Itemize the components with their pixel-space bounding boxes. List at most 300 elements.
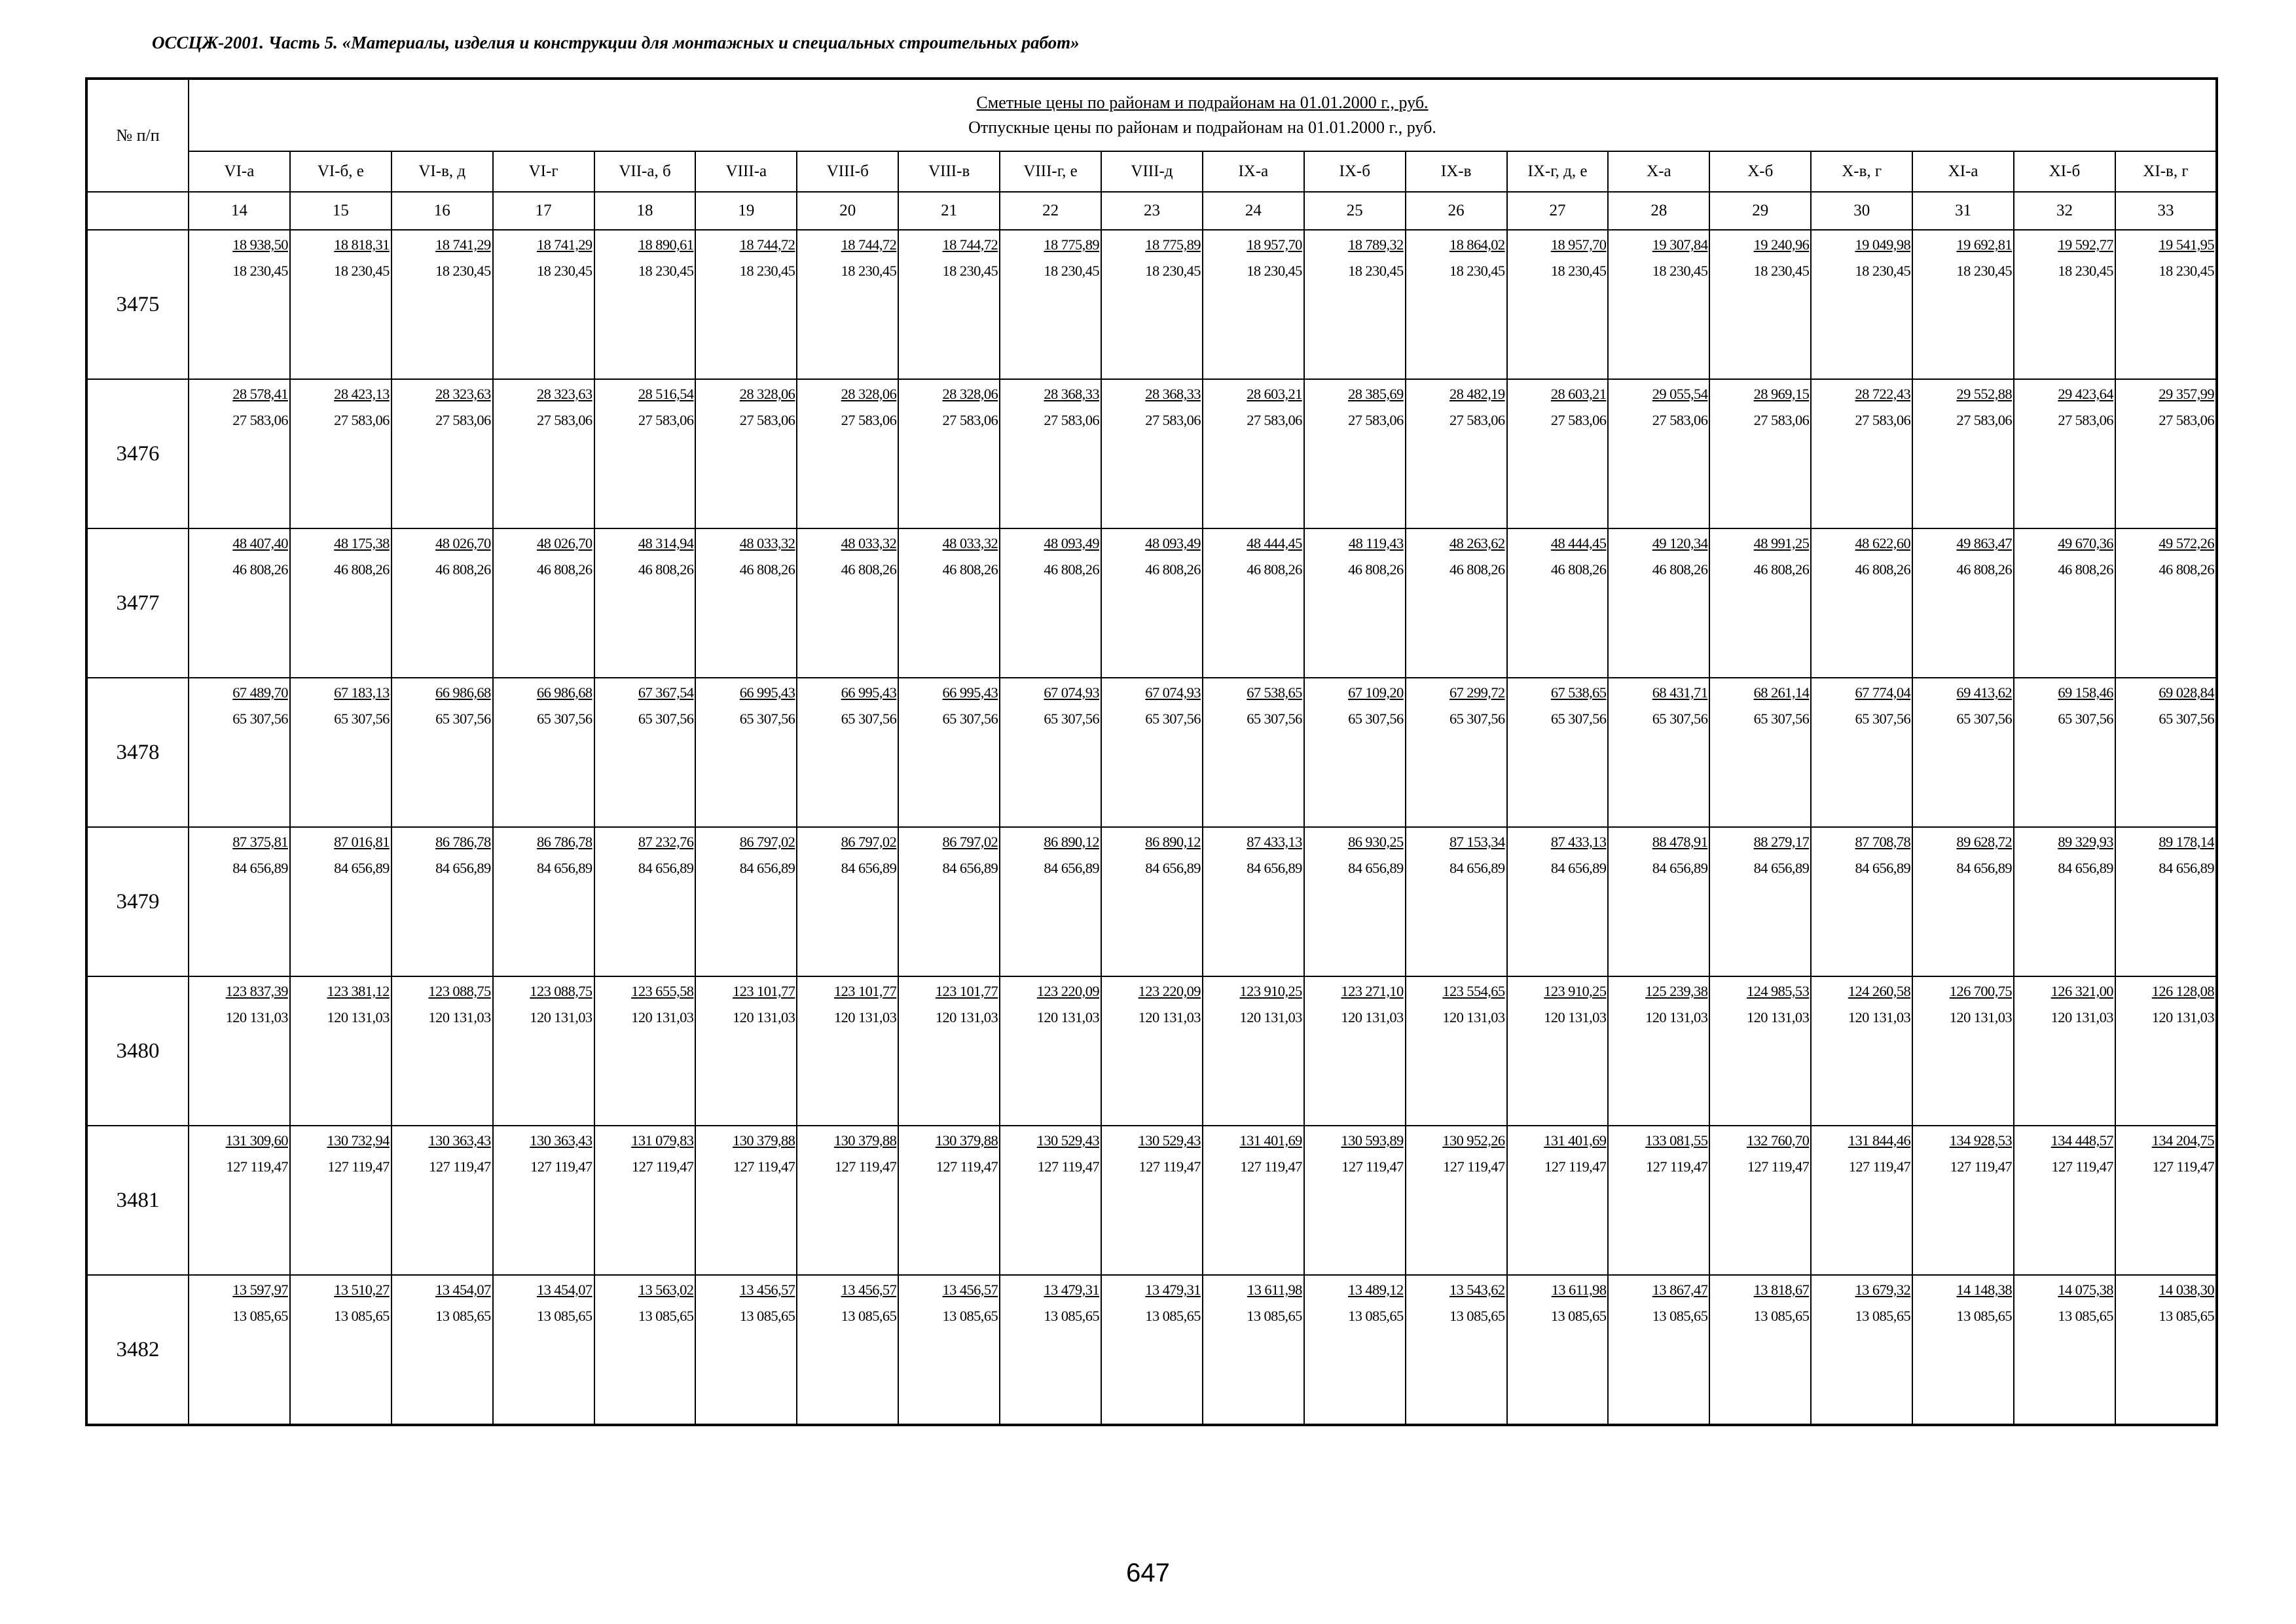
release-price: 18 230,45 bbox=[841, 263, 897, 279]
price-cell bbox=[189, 976, 290, 1126]
price-cell bbox=[1101, 379, 1203, 528]
release-price: 13 085,65 bbox=[232, 1308, 288, 1324]
price-cell bbox=[189, 827, 290, 976]
estimate-price: 18 775,89 bbox=[1044, 236, 1100, 253]
estimate-price: 48 407,40 bbox=[232, 535, 288, 551]
price-cell bbox=[1304, 379, 1406, 528]
estimate-price: 28 603,21 bbox=[1550, 386, 1607, 402]
column-number: 18 bbox=[594, 192, 696, 230]
release-price: 84 656,89 bbox=[1247, 860, 1302, 876]
estimate-price: 28 722,43 bbox=[1855, 386, 1911, 402]
estimate-price: 123 220,09 bbox=[1138, 983, 1201, 999]
price-cell bbox=[1608, 827, 1709, 976]
estimate-price: 124 260,58 bbox=[1848, 983, 1911, 999]
estimate-price: 123 554,65 bbox=[1442, 983, 1505, 999]
estimate-price: 13 479,31 bbox=[1044, 1282, 1100, 1298]
release-price: 13 085,65 bbox=[1855, 1308, 1911, 1324]
price-cell bbox=[392, 1126, 493, 1275]
price-cell bbox=[695, 230, 797, 379]
release-price: 18 230,45 bbox=[334, 263, 390, 279]
estimate-price: 29 055,54 bbox=[1652, 386, 1708, 402]
estimate-price: 123 088,75 bbox=[428, 983, 491, 999]
estimate-price: 131 401,69 bbox=[1239, 1132, 1302, 1149]
price-cell bbox=[1912, 1126, 2014, 1275]
price-cell bbox=[189, 230, 290, 379]
estimate-price: 69 158,46 bbox=[2058, 684, 2113, 701]
estimate-price: 28 516,54 bbox=[638, 386, 694, 402]
row-number: 3480 bbox=[86, 976, 189, 1126]
estimate-price: 134 928,53 bbox=[1949, 1132, 2013, 1149]
estimate-price: 131 401,69 bbox=[1544, 1132, 1607, 1149]
estimate-price: 14 038,30 bbox=[2159, 1282, 2214, 1298]
estimate-price: 67 074,93 bbox=[1145, 684, 1201, 701]
estimate-price: 28 328,06 bbox=[739, 386, 795, 402]
estimate-price: 123 101,77 bbox=[935, 983, 998, 999]
estimate-price: 123 910,25 bbox=[1239, 983, 1302, 999]
release-price: 127 119,47 bbox=[1139, 1158, 1201, 1175]
price-cell bbox=[1406, 976, 1507, 1126]
price-cell bbox=[1709, 827, 1811, 976]
estimate-price: 19 049,98 bbox=[1855, 236, 1911, 253]
release-price: 27 583,06 bbox=[1449, 412, 1505, 428]
release-price: 18 230,45 bbox=[638, 263, 694, 279]
column-number: 19 bbox=[695, 192, 797, 230]
release-price: 27 583,06 bbox=[435, 412, 491, 428]
price-cell bbox=[1304, 528, 1406, 678]
price-cell bbox=[2014, 976, 2115, 1126]
price-cell bbox=[594, 976, 696, 1126]
release-price: 18 230,45 bbox=[1145, 263, 1201, 279]
estimate-price: 29 357,99 bbox=[2159, 386, 2214, 402]
estimate-price: 88 478,91 bbox=[1652, 834, 1708, 850]
price-cell bbox=[797, 379, 898, 528]
release-price: 120 131,03 bbox=[1239, 1009, 1302, 1025]
price-cell bbox=[1811, 528, 1912, 678]
release-price: 46 808,26 bbox=[435, 561, 491, 578]
price-cell bbox=[898, 1275, 1000, 1425]
price-cell bbox=[1912, 1275, 2014, 1425]
release-price: 84 656,89 bbox=[841, 860, 897, 876]
estimate-price: 13 479,31 bbox=[1145, 1282, 1201, 1298]
region-header: XI-а bbox=[1912, 151, 2014, 192]
estimate-price: 13 454,07 bbox=[435, 1282, 491, 1298]
estimate-price: 48 093,49 bbox=[1044, 535, 1100, 551]
estimate-price: 18 864,02 bbox=[1449, 236, 1505, 253]
release-price: 13 085,65 bbox=[1247, 1308, 1302, 1324]
estimate-price: 130 593,89 bbox=[1341, 1132, 1404, 1149]
estimate-price: 48 026,70 bbox=[536, 535, 592, 551]
estimate-price: 48 033,32 bbox=[739, 535, 795, 551]
price-cell bbox=[1912, 827, 2014, 976]
release-price: 13 085,65 bbox=[1449, 1308, 1505, 1324]
release-price: 84 656,89 bbox=[739, 860, 795, 876]
price-cell bbox=[797, 1126, 898, 1275]
release-price: 18 230,45 bbox=[2058, 263, 2113, 279]
price-cell bbox=[1608, 379, 1709, 528]
release-price: 13 085,65 bbox=[1550, 1308, 1607, 1324]
estimate-price: 48 444,45 bbox=[1550, 535, 1607, 551]
estimate-price: 126 700,75 bbox=[1949, 983, 2013, 999]
release-price: 84 656,89 bbox=[232, 860, 288, 876]
release-price: 84 656,89 bbox=[638, 860, 694, 876]
release-price: 27 583,06 bbox=[1753, 412, 1810, 428]
price-cell bbox=[1507, 230, 1609, 379]
price-cell bbox=[1608, 528, 1709, 678]
column-number: 15 bbox=[290, 192, 392, 230]
release-price: 27 583,06 bbox=[841, 412, 897, 428]
release-price: 46 808,26 bbox=[1753, 561, 1810, 578]
estimate-price: 130 952,26 bbox=[1442, 1132, 1505, 1149]
region-header: X-в, г bbox=[1811, 151, 1912, 192]
estimate-price: 126 128,08 bbox=[2151, 983, 2214, 999]
estimate-price: 13 456,57 bbox=[739, 1282, 795, 1298]
release-price: 120 131,03 bbox=[1746, 1009, 1810, 1025]
price-cell bbox=[2014, 678, 2115, 827]
release-price: 127 119,47 bbox=[1037, 1158, 1100, 1175]
estimate-price: 49 572,26 bbox=[2159, 535, 2214, 551]
release-price: 13 085,65 bbox=[942, 1308, 998, 1324]
release-price: 127 119,47 bbox=[1341, 1158, 1404, 1175]
price-cell bbox=[1406, 1275, 1507, 1425]
estimate-price: 130 363,43 bbox=[530, 1132, 592, 1149]
release-price: 18 230,45 bbox=[1044, 263, 1100, 279]
price-cell bbox=[1101, 1126, 1203, 1275]
release-price: 46 808,26 bbox=[1652, 561, 1708, 578]
price-cell bbox=[1709, 379, 1811, 528]
table-row bbox=[86, 1126, 2217, 1275]
price-cell bbox=[898, 678, 1000, 827]
price-cell bbox=[1304, 1275, 1406, 1425]
price-cell bbox=[290, 230, 392, 379]
release-price: 46 808,26 bbox=[1449, 561, 1505, 578]
price-cell bbox=[1507, 1126, 1609, 1275]
estimate-price: 28 368,33 bbox=[1044, 386, 1100, 402]
price-cell bbox=[1608, 1275, 1709, 1425]
release-price: 120 131,03 bbox=[327, 1009, 390, 1025]
price-cell bbox=[1406, 678, 1507, 827]
release-price: 46 808,26 bbox=[1348, 561, 1404, 578]
price-cell bbox=[493, 379, 594, 528]
price-cell bbox=[898, 230, 1000, 379]
estimate-price: 86 786,78 bbox=[435, 834, 491, 850]
table-row bbox=[86, 1275, 2217, 1425]
price-cell bbox=[1912, 678, 2014, 827]
estimate-price: 134 204,75 bbox=[2151, 1132, 2214, 1149]
estimate-price: 68 431,71 bbox=[1652, 684, 1708, 701]
estimate-price: 130 732,94 bbox=[327, 1132, 390, 1149]
release-price: 120 131,03 bbox=[631, 1009, 694, 1025]
release-price: 127 119,47 bbox=[936, 1158, 998, 1175]
price-cell bbox=[1304, 976, 1406, 1126]
release-price: 127 119,47 bbox=[1950, 1158, 2013, 1175]
column-number: 17 bbox=[493, 192, 594, 230]
estimate-price: 131 844,46 bbox=[1848, 1132, 1911, 1149]
release-price: 27 583,06 bbox=[1550, 412, 1607, 428]
column-number: 25 bbox=[1304, 192, 1406, 230]
price-cell bbox=[1507, 379, 1609, 528]
release-price: 46 808,26 bbox=[638, 561, 694, 578]
price-cell bbox=[1101, 827, 1203, 976]
estimate-price: 28 969,15 bbox=[1753, 386, 1810, 402]
column-number: 33 bbox=[2115, 192, 2217, 230]
column-number-row bbox=[86, 192, 2217, 230]
estimate-price: 89 178,14 bbox=[2159, 834, 2214, 850]
price-cell bbox=[2014, 827, 2115, 976]
release-price: 65 307,56 bbox=[1348, 710, 1404, 727]
estimate-price: 19 240,96 bbox=[1753, 236, 1810, 253]
estimate-price: 67 367,54 bbox=[638, 684, 694, 701]
price-cell bbox=[797, 678, 898, 827]
estimate-price: 28 423,13 bbox=[334, 386, 390, 402]
region-header: X-б bbox=[1709, 151, 1811, 192]
region-header: XI-в, г bbox=[2115, 151, 2217, 192]
release-price: 127 119,47 bbox=[1747, 1158, 1810, 1175]
column-number: 20 bbox=[797, 192, 898, 230]
estimate-price: 66 986,68 bbox=[435, 684, 491, 701]
price-cell bbox=[189, 678, 290, 827]
estimate-price: 18 789,32 bbox=[1348, 236, 1404, 253]
release-price: 27 583,06 bbox=[739, 412, 795, 428]
estimate-price: 48 622,60 bbox=[1855, 535, 1911, 551]
price-cell bbox=[189, 1126, 290, 1275]
price-cell bbox=[898, 976, 1000, 1126]
release-price: 46 808,26 bbox=[1247, 561, 1302, 578]
estimate-price: 13 818,67 bbox=[1753, 1282, 1810, 1298]
price-cell bbox=[1000, 678, 1101, 827]
release-price: 27 583,06 bbox=[638, 412, 694, 428]
estimate-price: 18 744,72 bbox=[841, 236, 897, 253]
release-price: 84 656,89 bbox=[1348, 860, 1404, 876]
release-price: 18 230,45 bbox=[435, 263, 491, 279]
estimate-price: 125 239,38 bbox=[1645, 983, 1708, 999]
release-price: 65 307,56 bbox=[638, 710, 694, 727]
estimate-price: 48 033,32 bbox=[942, 535, 998, 551]
estimate-price: 87 433,13 bbox=[1247, 834, 1302, 850]
estimate-price: 13 489,12 bbox=[1348, 1282, 1404, 1298]
release-price: 84 656,89 bbox=[1753, 860, 1810, 876]
release-price: 27 583,06 bbox=[334, 412, 390, 428]
estimate-price: 19 307,84 bbox=[1652, 236, 1708, 253]
price-cell bbox=[290, 976, 392, 1126]
estimate-price: 28 578,41 bbox=[232, 386, 288, 402]
release-price: 13 085,65 bbox=[638, 1308, 694, 1324]
estimate-price: 87 153,34 bbox=[1449, 834, 1505, 850]
estimate-price: 28 328,06 bbox=[942, 386, 998, 402]
price-cell bbox=[1507, 678, 1609, 827]
price-cell bbox=[1507, 827, 1609, 976]
price-cell bbox=[1304, 1126, 1406, 1275]
price-cell bbox=[1000, 976, 1101, 1126]
estimate-price: 67 109,20 bbox=[1348, 684, 1404, 701]
release-price: 65 307,56 bbox=[435, 710, 491, 727]
price-cell bbox=[1101, 1275, 1203, 1425]
estimate-price: 14 148,38 bbox=[1956, 1282, 2013, 1298]
release-price: 18 230,45 bbox=[739, 263, 795, 279]
region-header: VIII-а bbox=[695, 151, 797, 192]
estimate-price: 86 786,78 bbox=[536, 834, 592, 850]
estimate-price: 48 991,25 bbox=[1753, 535, 1810, 551]
region-header: VI-а bbox=[189, 151, 290, 192]
estimate-price: 86 797,02 bbox=[739, 834, 795, 850]
release-price: 27 583,06 bbox=[1652, 412, 1708, 428]
release-price: 18 230,45 bbox=[1348, 263, 1404, 279]
release-price: 46 808,26 bbox=[942, 561, 998, 578]
price-cell bbox=[493, 827, 594, 976]
price-cell bbox=[2115, 379, 2217, 528]
estimate-price: 66 995,43 bbox=[841, 684, 897, 701]
region-header-row bbox=[86, 151, 2217, 192]
estimate-price: 18 744,72 bbox=[942, 236, 998, 253]
release-price: 120 131,03 bbox=[1138, 1009, 1201, 1025]
estimate-price: 67 489,70 bbox=[232, 684, 288, 701]
price-cell bbox=[290, 528, 392, 678]
price-cell bbox=[1406, 528, 1507, 678]
estimate-price: 13 456,57 bbox=[942, 1282, 998, 1298]
estimate-price: 87 708,78 bbox=[1855, 834, 1911, 850]
price-cell bbox=[1000, 827, 1101, 976]
release-price: 13 085,65 bbox=[1753, 1308, 1810, 1324]
release-price: 84 656,89 bbox=[536, 860, 592, 876]
table-row bbox=[86, 379, 2217, 528]
release-price: 84 656,89 bbox=[1652, 860, 1708, 876]
price-cell bbox=[594, 1126, 696, 1275]
estimate-price: 67 299,72 bbox=[1449, 684, 1505, 701]
release-price: 27 583,06 bbox=[2058, 412, 2113, 428]
price-cell bbox=[797, 528, 898, 678]
price-cell bbox=[1507, 528, 1609, 678]
release-price: 65 307,56 bbox=[1652, 710, 1708, 727]
estimate-price: 28 603,21 bbox=[1247, 386, 1302, 402]
column-number: 23 bbox=[1101, 192, 1203, 230]
release-price: 120 131,03 bbox=[1949, 1009, 2013, 1025]
price-cell bbox=[1912, 379, 2014, 528]
price-cell bbox=[189, 1275, 290, 1425]
price-cell bbox=[1811, 976, 1912, 1126]
price-cell bbox=[1203, 1275, 1304, 1425]
table-row bbox=[86, 678, 2217, 827]
price-cell bbox=[1304, 230, 1406, 379]
release-price: 84 656,89 bbox=[2058, 860, 2113, 876]
release-price: 18 230,45 bbox=[1449, 263, 1505, 279]
release-price: 46 808,26 bbox=[841, 561, 897, 578]
price-cell bbox=[1000, 1126, 1101, 1275]
price-cell bbox=[695, 1275, 797, 1425]
estimate-price: 67 774,04 bbox=[1855, 684, 1911, 701]
price-cell bbox=[2115, 1275, 2217, 1425]
release-price: 27 583,06 bbox=[536, 412, 592, 428]
price-cell bbox=[1304, 678, 1406, 827]
estimate-price: 13 611,98 bbox=[1551, 1282, 1607, 1298]
price-cell bbox=[1709, 976, 1811, 1126]
estimate-price: 89 329,93 bbox=[2058, 834, 2113, 850]
price-cell bbox=[2014, 1126, 2115, 1275]
price-cell bbox=[1507, 1275, 1609, 1425]
table-title-row bbox=[86, 79, 2217, 151]
price-cell bbox=[392, 230, 493, 379]
release-price: 18 230,45 bbox=[942, 263, 998, 279]
table-row bbox=[86, 976, 2217, 1126]
row-number-header: № п/п bbox=[86, 79, 189, 192]
price-cell bbox=[695, 976, 797, 1126]
estimate-price: 123 220,09 bbox=[1036, 983, 1100, 999]
page-number: 647 bbox=[1126, 1559, 1170, 1587]
price-cell bbox=[1709, 230, 1811, 379]
price-cell bbox=[1811, 1126, 1912, 1275]
release-price: 120 131,03 bbox=[1544, 1009, 1607, 1025]
release-price: 18 230,45 bbox=[1550, 263, 1607, 279]
price-cell bbox=[290, 678, 392, 827]
price-cell bbox=[1912, 528, 2014, 678]
release-price: 84 656,89 bbox=[942, 860, 998, 876]
release-price: 127 119,47 bbox=[632, 1158, 694, 1175]
price-cell bbox=[1101, 976, 1203, 1126]
price-cell bbox=[1203, 1126, 1304, 1275]
column-number: 28 bbox=[1608, 192, 1709, 230]
release-price: 46 808,26 bbox=[2058, 561, 2113, 578]
price-cell bbox=[1912, 230, 2014, 379]
estimate-price: 13 454,07 bbox=[536, 1282, 592, 1298]
estimate-price: 49 670,36 bbox=[2058, 535, 2113, 551]
estimate-price: 19 592,77 bbox=[2058, 236, 2113, 253]
price-cell bbox=[1608, 1126, 1709, 1275]
estimate-price: 123 910,25 bbox=[1544, 983, 1607, 999]
region-header: VIII-в bbox=[898, 151, 1000, 192]
price-cell bbox=[290, 1275, 392, 1425]
estimate-price: 13 563,02 bbox=[638, 1282, 694, 1298]
release-price: 127 119,47 bbox=[1443, 1158, 1505, 1175]
release-price: 13 085,65 bbox=[334, 1308, 390, 1324]
estimate-price: 87 016,81 bbox=[334, 834, 390, 850]
release-price: 120 131,03 bbox=[225, 1009, 288, 1025]
release-price: 84 656,89 bbox=[1145, 860, 1201, 876]
price-cell bbox=[2014, 1275, 2115, 1425]
release-price: 120 131,03 bbox=[530, 1009, 592, 1025]
price-cell bbox=[1709, 678, 1811, 827]
release-price: 27 583,06 bbox=[2159, 412, 2214, 428]
release-price: 27 583,06 bbox=[232, 412, 288, 428]
release-price: 13 085,65 bbox=[435, 1308, 491, 1324]
price-cell bbox=[695, 1126, 797, 1275]
release-price: 65 307,56 bbox=[2058, 710, 2113, 727]
price-table bbox=[85, 77, 2218, 1426]
release-price: 18 230,45 bbox=[1753, 263, 1810, 279]
release-price: 127 119,47 bbox=[834, 1158, 897, 1175]
estimate-price: 134 448,57 bbox=[2050, 1132, 2113, 1149]
region-header: IX-б bbox=[1304, 151, 1406, 192]
price-cell bbox=[493, 230, 594, 379]
release-price: 84 656,89 bbox=[1956, 860, 2013, 876]
estimate-price: 131 309,60 bbox=[225, 1132, 288, 1149]
price-cell bbox=[2115, 230, 2217, 379]
price-cell bbox=[1203, 976, 1304, 1126]
release-price: 120 131,03 bbox=[1036, 1009, 1100, 1025]
estimate-price: 66 995,43 bbox=[942, 684, 998, 701]
estimate-price: 18 957,70 bbox=[1247, 236, 1302, 253]
price-cell bbox=[1709, 1275, 1811, 1425]
estimate-price: 28 328,06 bbox=[841, 386, 897, 402]
release-price: 127 119,47 bbox=[226, 1158, 288, 1175]
release-price: 18 230,45 bbox=[2159, 263, 2214, 279]
price-cell bbox=[493, 528, 594, 678]
price-cell bbox=[290, 379, 392, 528]
price-cell bbox=[392, 1275, 493, 1425]
estimate-price: 13 867,47 bbox=[1652, 1282, 1708, 1298]
price-cell bbox=[1608, 230, 1709, 379]
release-price: 13 085,65 bbox=[1652, 1308, 1708, 1324]
region-header: IX-а bbox=[1203, 151, 1304, 192]
estimate-price: 48 444,45 bbox=[1247, 535, 1302, 551]
column-number: 32 bbox=[2014, 192, 2115, 230]
